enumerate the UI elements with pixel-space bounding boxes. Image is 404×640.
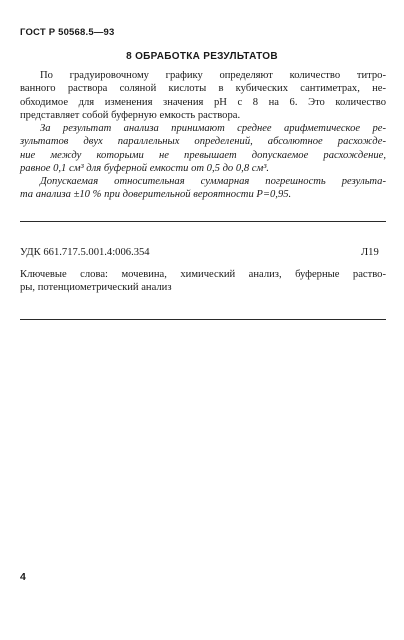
document-header: ГОСТ Р 50568.5—93 xyxy=(20,27,115,38)
classification-code: Л19 xyxy=(361,247,379,258)
paragraph-line: За результат анализа принимают среднее арифметическое ре- xyxy=(40,123,386,134)
udk-code: УДК 661.717.5.001.4:006.354 xyxy=(20,247,150,258)
keywords-line: ры, потенциометрический анализ xyxy=(20,282,172,294)
section-title: 8 ОБРАБОТКА РЕЗУЛЬТАТОВ xyxy=(126,51,278,62)
paragraph-line: обходимое для изменения значения pH с 8 на 6. Это количество xyxy=(20,96,386,108)
paragraph-line: та анализа ±10 % при доверительной вероятности P=0,95. xyxy=(20,189,292,201)
divider-top xyxy=(20,221,386,222)
keywords-line: Ключевые слова: мочевина, химический анализ, буферные раство- xyxy=(20,269,386,280)
page-number: 4 xyxy=(20,571,26,583)
paragraph-result xyxy=(20,122,386,175)
keywords-block xyxy=(20,268,386,295)
paragraph-line: Допускаемая относительная суммарная погрешность результа- xyxy=(40,176,386,187)
paragraph-line: представляет собой буферную емкость раствора. xyxy=(20,109,241,121)
paragraph-line: По градуировочному графику определяют количество титро- xyxy=(40,70,386,81)
paragraph-calibration xyxy=(20,69,386,122)
divider-bottom xyxy=(20,319,386,320)
paragraph-line: зультатов двух параллельных определений, абсолютное расхожде- xyxy=(20,136,386,148)
paragraph-line: ванного раствора соляной кислоты в кубических сантиметрах, не- xyxy=(20,83,386,95)
paragraph-line: равное 0,1 см³ для буферной емкости от 0,5 до 0,8 см³. xyxy=(20,162,270,174)
paragraph-error xyxy=(20,175,386,202)
paragraph-line: ние между которыми не превышает допускаемое расхождение, xyxy=(20,149,386,161)
